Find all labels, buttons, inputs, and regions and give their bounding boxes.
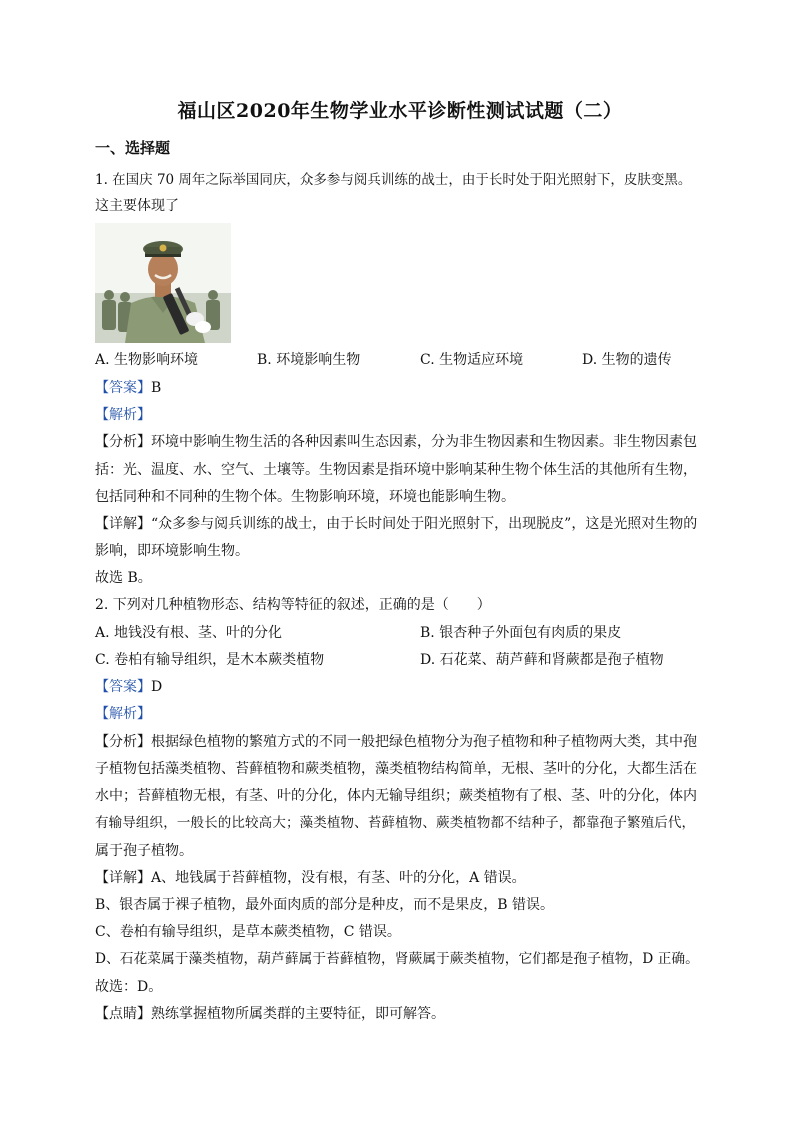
- q2-fenxi-text-1: 根据绿色植物的繁殖方式的不同一般把绿色植物分为孢子植物和种子植物两大类，其中孢: [151, 734, 697, 750]
- answer-tag: 【答案】: [95, 679, 151, 695]
- fenxi-tag: 【分析】: [95, 734, 151, 750]
- q2-option-c: C. 卷柏有输导组织，是木本蕨类植物: [95, 652, 325, 668]
- analysis-tag: 【解析】: [95, 407, 151, 423]
- q1-stem-line-1: 1. 在国庆 70 周年之际举国同庆，众多参与阅兵训练的战士，由于长时处于阳光照射下，皮肤变黑。: [95, 172, 692, 188]
- q2-fenxi-line-1: [95, 732, 695, 752]
- q1-answer-value: B: [151, 380, 162, 396]
- q2-option-a: A. 地钱没有根、茎、叶的分化: [95, 625, 283, 641]
- q1-fenxi-line-2: 括：光、温度、水、空气、土壤等。生物因素是指环境中影响某种生物个体生活的其他所有生物，: [95, 462, 697, 478]
- q2-dianjing-text: 熟练掌握植物所属类群的主要特征，即可解答。: [151, 1006, 445, 1022]
- q2-fenxi-line-4: 有输导组织，一般长的比较高大；藻类植物、苔藓植物、蕨类植物都不结种子，都靠孢子繁殖后代，: [95, 815, 695, 831]
- analysis-tag: 【解析】: [95, 706, 151, 722]
- q2-analysis-tag: [95, 704, 151, 724]
- q2-stem: 2. 下列对几种植物形态、结构等特征的叙述，正确的是（ ）: [95, 597, 491, 613]
- q1-xiangjie-text-1: “众多参与阅兵训练的战士，由于长时间处于阳光照射下，出现脱皮”，这是光照对生物的: [151, 516, 698, 532]
- q2-fenxi-line-2: 子植物包括藻类植物、苔藓植物和蕨类植物，藻类植物结构简单，无根、茎叶的分化，大都生活在: [95, 761, 697, 777]
- q2-xiangjie-line-4: D、石花菜属于藻类植物，葫芦藓属于苔藓植物，肾蕨属于蕨类植物，它们都是孢子植物，D 正确。: [95, 951, 699, 967]
- xiangjie-tag: 【详解】: [95, 516, 151, 532]
- q2-answer-value: D: [151, 679, 163, 695]
- fenxi-tag: 【分析】: [95, 434, 151, 450]
- q2-xiangjie-line-1: [95, 868, 526, 888]
- document-title: 福山区2020年生物学业水平诊断性测试试题（二）: [177, 100, 623, 122]
- q1-stem-line-2: 这主要体现了: [95, 198, 179, 214]
- answer-tag: 【答案】: [95, 380, 151, 396]
- q1-option-a: A. 生物影响环境: [95, 352, 199, 368]
- q2-xiangjie-text-1: A、地钱属于苔藓植物，没有根，有茎、叶的分化，A 错误。: [151, 870, 526, 886]
- q1-xiangjie-line-2: 影响，即环境影响生物。: [95, 543, 249, 559]
- q1-fenxi-line-1: [95, 432, 695, 452]
- q2-option-b: B. 银杏种子外面包有肉质的果皮: [420, 625, 622, 641]
- q2-fenxi-line-3: 水中；苔藓植物无根，有茎、叶的分化，体内无输导组织；蕨类植物有了根、茎、叶的分化，体内: [95, 788, 697, 804]
- soldier-photo: [95, 223, 231, 343]
- q2-fenxi-line-5: 属于孢子植物。: [95, 843, 193, 859]
- q1-xiangjie-line-1: [95, 514, 698, 534]
- dianjing-tag: 【点睛】: [95, 1006, 151, 1022]
- section-heading: 一、选择题: [95, 139, 171, 157]
- q1-answer-line: [95, 378, 161, 398]
- q1-option-c: C. 生物适应环境: [420, 352, 524, 368]
- q1-option-d: D. 生物的遗传: [582, 352, 672, 368]
- q1-option-b: B. 环境影响生物: [257, 352, 361, 368]
- q2-conclusion: 故选：D。: [95, 979, 163, 995]
- xiangjie-tag: 【详解】: [95, 870, 151, 886]
- q1-fenxi-text-1: 环境中影响生物生活的各种因素叫生态因素，分为非生物因素和生物因素。非生物因素包: [151, 434, 697, 450]
- q2-xiangjie-line-3: C、卷柏有输导组织，是草本蕨类植物，C 错误。: [95, 924, 401, 940]
- q2-option-d: D. 石花菜、葫芦藓和肾蕨都是孢子植物: [420, 652, 664, 668]
- q1-analysis-tag: [95, 405, 151, 425]
- q2-dianjing-line: [95, 1004, 445, 1024]
- q2-answer-line: [95, 677, 162, 697]
- q2-xiangjie-line-2: B、银杏属于裸子植物，最外面肉质的部分是种皮，而不是果皮，B 错误。: [95, 897, 555, 913]
- q1-fenxi-line-3: 包括同种和不同种的生物个体。生物影响环境，环境也能影响生物。: [95, 489, 515, 505]
- q1-conclusion: 故选 B。: [95, 570, 152, 586]
